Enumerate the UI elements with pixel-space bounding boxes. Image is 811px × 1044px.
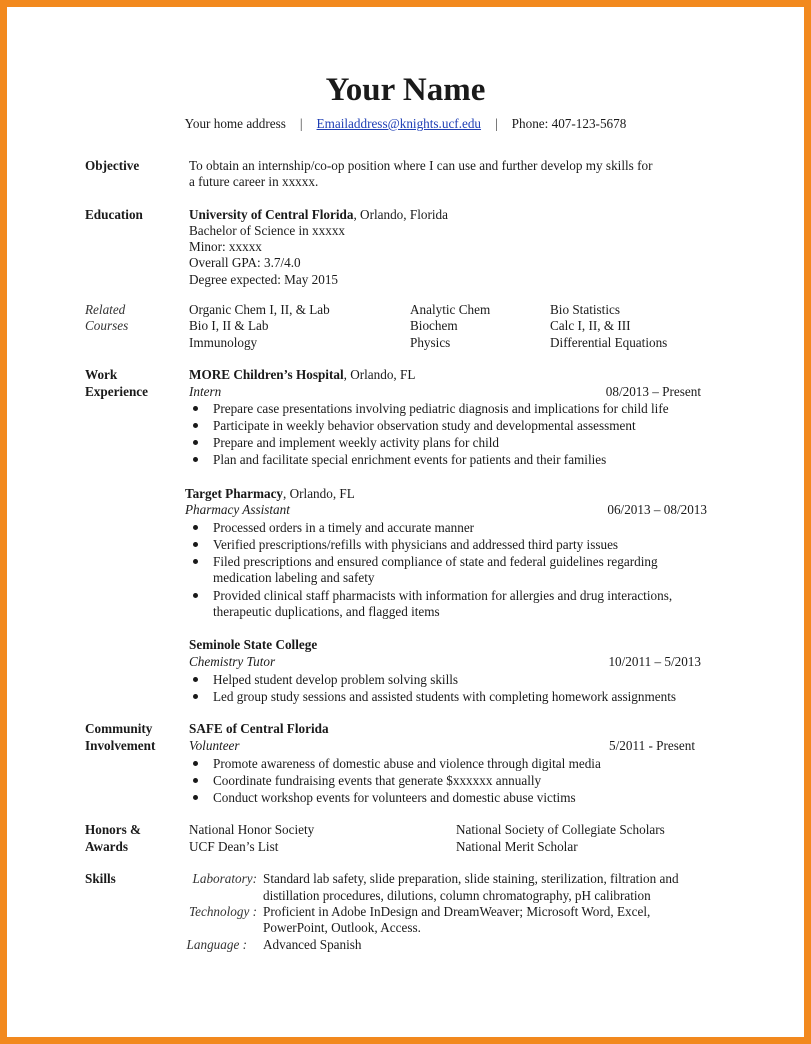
- email-link[interactable]: Emailaddress@knights.ucf.edu: [316, 116, 482, 131]
- phone: Phone: 407-123-5678: [511, 116, 627, 131]
- course-item: Analytic Chem: [410, 302, 491, 317]
- job-bullets: [189, 671, 676, 705]
- tech-skill-line: Proficient in Adobe InDesign and DreamWeaver; Microsoft Word, Excel,: [263, 904, 651, 919]
- community-label-1: Community: [85, 721, 153, 736]
- job-dates: 08/2013 – Present: [605, 384, 701, 399]
- list-item: Filed prescriptions and ensured compliance of state and federal guidelines regarding: [189, 553, 658, 570]
- minor: Minor: xxxxx: [189, 239, 262, 254]
- objective-line-1: To obtain an internship/co-op position where I can use and further develop my skills for: [189, 158, 653, 173]
- job-role: Pharmacy Assistant: [185, 502, 290, 517]
- separator: |: [495, 116, 498, 131]
- job-role: Intern: [189, 384, 222, 399]
- tech-skill-line: PowerPoint, Outlook, Access.: [263, 920, 421, 935]
- course-item: Physics: [410, 335, 451, 350]
- job-bullets: [189, 519, 658, 570]
- honor-item: National Society of Collegiate Scholars: [456, 822, 665, 837]
- bullet-continuation: medication labeling and safety: [213, 570, 375, 585]
- list-item: Conduct workshop events for volunteers and domestic abuse victims: [189, 789, 601, 806]
- job-org-line: [189, 367, 415, 384]
- job-location: , Orlando, FL: [343, 367, 416, 382]
- list-item: Prepare case presentations involving pediatric diagnosis and implications for child life: [189, 400, 669, 417]
- school-name: University of Central Florida: [189, 207, 354, 222]
- courses-label-2: Courses: [85, 318, 129, 333]
- community-bullets: [189, 755, 601, 806]
- job-bullets: [189, 587, 672, 604]
- list-item: Led group study sessions and assisted students with completing homework assignments: [189, 688, 676, 705]
- job-org: Seminole State College: [189, 637, 318, 652]
- objective-line-2: a future career in xxxxx.: [189, 174, 319, 189]
- honor-item: National Honor Society: [189, 822, 315, 837]
- contact-line: [7, 116, 804, 133]
- course-item: Bio I, II & Lab: [189, 318, 269, 333]
- resume-name: Your Name: [325, 72, 486, 108]
- list-item: Verified prescriptions/refills with physicians and addressed third party issues: [189, 536, 658, 553]
- course-item: Bio Statistics: [550, 302, 620, 317]
- job-bullets: [189, 400, 669, 468]
- list-item: Coordinate fundraising events that generate $xxxxxx annually: [189, 772, 601, 789]
- course-item: Biochem: [410, 318, 458, 333]
- list-item: Processed orders in a timely and accurate manner: [189, 519, 658, 536]
- work-label-2: Experience: [85, 384, 148, 399]
- lab-skill-label: Laboratory:: [192, 871, 257, 886]
- gpa: Overall GPA: 3.7/4.0: [189, 255, 301, 270]
- list-item: Helped student develop problem solving skills: [189, 671, 676, 688]
- honors-label-2: Awards: [85, 839, 128, 854]
- home-address: Your home address: [184, 116, 286, 131]
- degree-expected: Degree expected: May 2015: [189, 272, 339, 287]
- skills-label: Skills: [85, 871, 116, 886]
- tech-skill-label: Technology :: [188, 904, 257, 919]
- bullet-continuation: therapeutic duplications, and flagged items: [213, 604, 440, 619]
- honors-label-1: Honors &: [85, 822, 142, 837]
- courses-label-1: Related: [85, 302, 126, 317]
- list-item: Provided clinical staff pharmacists with information for allergies and drug interactions,: [189, 587, 672, 604]
- community-org: SAFE of Central Florida: [189, 721, 329, 736]
- community-dates: 5/2011 - Present: [609, 738, 695, 753]
- education-school-line: [189, 207, 448, 224]
- job-org: MORE Children’s Hospital: [189, 367, 344, 382]
- honor-item: National Merit Scholar: [456, 839, 578, 854]
- job-org-line: [185, 486, 355, 503]
- list-item: Prepare and implement weekly activity plans for child: [189, 434, 669, 451]
- degree: Bachelor of Science in xxxxx: [189, 223, 346, 238]
- job-role: Chemistry Tutor: [189, 654, 276, 669]
- job-org-line: [189, 637, 317, 654]
- school-location: , Orlando, Florida: [353, 207, 448, 222]
- resume-page: [7, 7, 804, 1037]
- education-label: Education: [85, 207, 143, 222]
- list-item: Plan and facilitate special enrichment events for patients and their families: [189, 451, 669, 468]
- community-label-2: Involvement: [85, 738, 156, 753]
- objective-label: Objective: [85, 158, 140, 173]
- lab-skill-line: Standard lab safety, slide preparation, slide staining, sterilization, filtration and: [263, 871, 679, 886]
- job-org: Target Pharmacy: [185, 486, 284, 501]
- community-role: Volunteer: [189, 738, 240, 753]
- list-item: Promote awareness of domestic abuse and violence through digital media: [189, 755, 601, 772]
- separator: |: [299, 116, 303, 131]
- job-dates: 10/2011 – 5/2013: [608, 654, 701, 669]
- lab-skill-line: distillation procedures, dilutions, column chromatography, pH calibration: [263, 888, 651, 903]
- course-item: Calc I, II, & III: [550, 318, 631, 333]
- job-dates: 06/2013 – 08/2013: [607, 502, 707, 517]
- language-skill-label: Language :: [186, 937, 247, 952]
- work-label-1: Work: [85, 367, 118, 382]
- course-item: Immunology: [189, 335, 258, 350]
- honor-item: UCF Dean’s List: [189, 839, 279, 854]
- job-location: , Orlando, FL: [283, 486, 355, 501]
- course-item: Differential Equations: [550, 335, 668, 350]
- language-skill-line: Advanced Spanish: [263, 937, 362, 952]
- list-item: Participate in weekly behavior observation study and developmental assessment: [189, 417, 669, 434]
- course-item: Organic Chem I, II, & Lab: [189, 302, 330, 317]
